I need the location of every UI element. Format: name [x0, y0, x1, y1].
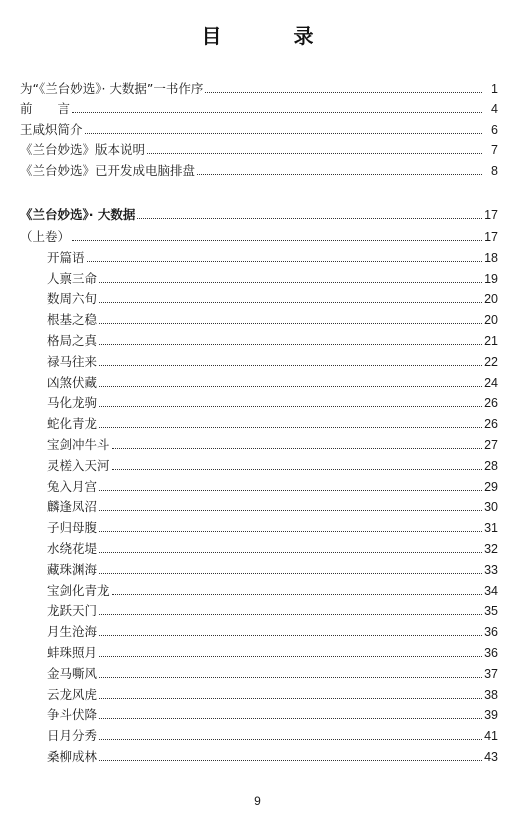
toc-entry-page: 27	[484, 437, 498, 452]
toc-entry-page: 33	[484, 562, 498, 577]
toc-entry-page: 24	[484, 375, 498, 390]
toc-entry-label: 争斗伏降	[47, 707, 98, 723]
toc-row[interactable]	[20, 138, 498, 159]
front-matter-list	[20, 76, 498, 179]
toc-entry-label: 禄马往来	[47, 353, 98, 369]
toc-entry-label: 子归母腹	[47, 520, 98, 536]
toc-entry-page: 20	[484, 313, 498, 328]
toc-entry-page: 32	[484, 541, 498, 556]
dot-leader	[147, 152, 482, 154]
toc-entry-label: 蛇化青龙	[47, 416, 98, 432]
dot-leader	[99, 530, 482, 532]
toc-entry-page: 37	[484, 666, 498, 681]
toc-row[interactable]	[20, 117, 498, 138]
toc-row[interactable]	[20, 453, 498, 474]
dot-leader	[112, 468, 482, 470]
toc-entry-label: 《兰台妙选》版本说明	[20, 142, 146, 157]
toc-entry-label: 王咸炽简介	[20, 121, 83, 137]
toc-entry-label: 云龙风虎	[47, 686, 98, 702]
entry-list	[20, 245, 498, 765]
toc-row[interactable]	[20, 287, 498, 308]
toc-entry-label: 麟逢凤沼	[47, 499, 98, 515]
toc-row[interactable]	[20, 557, 498, 578]
toc-row[interactable]	[20, 744, 498, 765]
toc-entry-page: 22	[484, 354, 498, 369]
toc-entry-label: 根基之稳	[47, 312, 98, 328]
toc-row[interactable]	[20, 661, 498, 682]
toc-row[interactable]	[20, 411, 498, 432]
toc-entry-page: 28	[484, 458, 498, 473]
toc-entry-page: 26	[484, 417, 498, 432]
dot-leader	[99, 343, 482, 345]
toc-entry-page: 19	[484, 271, 498, 286]
toc-row[interactable]	[20, 474, 498, 495]
dot-leader	[99, 655, 482, 657]
dot-leader	[99, 364, 482, 366]
toc-row[interactable]	[20, 619, 498, 640]
toc-row[interactable]	[20, 370, 498, 391]
toc-row[interactable]	[20, 599, 498, 620]
toc-section-label: 《兰台妙选》· 大数据	[20, 206, 136, 222]
dot-leader	[72, 239, 482, 241]
toc-entry-page: 29	[484, 479, 498, 494]
toc-entry-page: 21	[484, 333, 498, 348]
toc-entry-label: 金马嘶风	[47, 665, 98, 681]
toc-entry-page: 7	[491, 143, 498, 157]
dot-leader	[99, 634, 482, 636]
toc-entry-page: 41	[484, 729, 498, 744]
dot-leader	[99, 301, 482, 303]
toc-entry-page: 43	[484, 749, 498, 764]
toc-entry-page: 36	[484, 625, 498, 640]
dot-leader	[112, 447, 482, 449]
toc-entry-label: 开篇语	[47, 249, 85, 265]
dot-leader	[197, 173, 482, 175]
toc-row[interactable]	[20, 76, 498, 97]
toc-row[interactable]	[20, 578, 498, 599]
toc-entry-page: 30	[484, 500, 498, 515]
dot-leader	[99, 613, 482, 615]
dot-leader	[205, 91, 482, 93]
toc-entry-label: 为“《兰台妙选》· 大数据”一书作序	[20, 80, 204, 96]
toc-row[interactable]	[20, 97, 498, 118]
toc-row[interactable]	[20, 158, 498, 179]
toc-row[interactable]	[20, 536, 498, 557]
dot-leader	[99, 572, 482, 574]
dot-leader	[99, 717, 482, 719]
dot-leader	[99, 697, 482, 699]
toc-entry-page: 35	[484, 604, 498, 619]
dot-leader	[99, 676, 482, 678]
toc-entry-label: 《兰台妙选》已开发成电脑排盘	[20, 162, 196, 178]
toc-section-row[interactable]	[20, 200, 498, 223]
dot-leader	[99, 489, 482, 491]
toc-row[interactable]	[20, 349, 498, 370]
dot-leader	[85, 132, 482, 134]
page-title: 目 录	[201, 24, 340, 48]
toc-row[interactable]	[20, 682, 498, 703]
dot-leader	[99, 385, 482, 387]
toc-row[interactable]	[20, 432, 498, 453]
section-list	[20, 200, 498, 245]
toc-entry-page: 38	[484, 687, 498, 702]
dot-leader	[112, 593, 482, 595]
dot-leader	[99, 738, 482, 740]
toc-entry-label: 日月分秀	[47, 728, 98, 744]
toc-entry-label: 人禀三命	[47, 270, 98, 286]
toc-entry-label: 宝剑冲牛斗	[47, 436, 110, 452]
toc-entry-label: 马化龙驹	[47, 395, 98, 411]
toc-row[interactable]	[20, 723, 498, 744]
toc-volume-row[interactable]	[20, 223, 498, 246]
toc-entry-page: 31	[484, 521, 498, 536]
toc-row[interactable]	[20, 328, 498, 349]
toc-entry-page: 39	[484, 708, 498, 723]
toc-entry-page: 18	[484, 250, 498, 265]
toc-entry-page: 8	[491, 163, 498, 178]
toc-entry-label: 灵槎入天河	[47, 457, 110, 473]
toc-entry-page: 20	[484, 292, 498, 307]
toc-row[interactable]	[20, 640, 498, 661]
toc-entry-label: 水绕花堤	[47, 540, 98, 556]
toc-entry-label: 宝剑化青龙	[47, 582, 110, 598]
toc-entry-label: 凶煞伏藏	[47, 374, 98, 390]
toc-row[interactable]	[20, 391, 498, 412]
toc-section-page: 17	[484, 207, 498, 222]
toc-row[interactable]	[20, 266, 498, 287]
page-number: 9	[254, 794, 261, 808]
toc-entry-label: 龙跃天门	[47, 603, 98, 619]
toc-row[interactable]	[20, 495, 498, 516]
toc-entry-page: 36	[484, 645, 498, 660]
dot-leader	[99, 281, 482, 283]
toc-row[interactable]	[20, 245, 498, 266]
toc-entry-label: 蚌珠照月	[47, 644, 98, 660]
toc-entry-page: 26	[484, 396, 498, 411]
toc-entry-label: 桑柳成林	[47, 748, 98, 764]
dot-leader	[137, 217, 482, 219]
dot-leader	[99, 551, 482, 553]
toc-entry-page: 4	[491, 102, 498, 116]
dot-leader	[99, 322, 482, 324]
toc-row[interactable]	[20, 703, 498, 724]
toc-entry-label: 格局之真	[47, 332, 98, 348]
toc-volume-page: 17	[484, 230, 498, 244]
toc-entry-label: 藏珠渊海	[47, 561, 98, 577]
toc-entry-page: 6	[491, 122, 498, 137]
toc-entry-page: 1	[491, 81, 498, 96]
dot-leader	[99, 759, 482, 761]
dot-leader	[72, 111, 482, 113]
toc-entry-label: 数周六旬	[47, 291, 98, 307]
toc-row[interactable]	[20, 515, 498, 536]
dot-leader	[87, 260, 482, 262]
dot-leader	[99, 509, 482, 511]
toc-row[interactable]	[20, 307, 498, 328]
toc-entry-label: 前 言	[20, 101, 71, 116]
toc-entry-page: 34	[484, 583, 498, 598]
dot-leader	[99, 426, 482, 428]
dot-leader	[99, 405, 482, 407]
toc-entry-label: 月生沧海	[47, 624, 98, 640]
toc-volume-label: （上卷）	[20, 229, 71, 244]
toc-entry-label: 兔入月宫	[47, 478, 98, 494]
